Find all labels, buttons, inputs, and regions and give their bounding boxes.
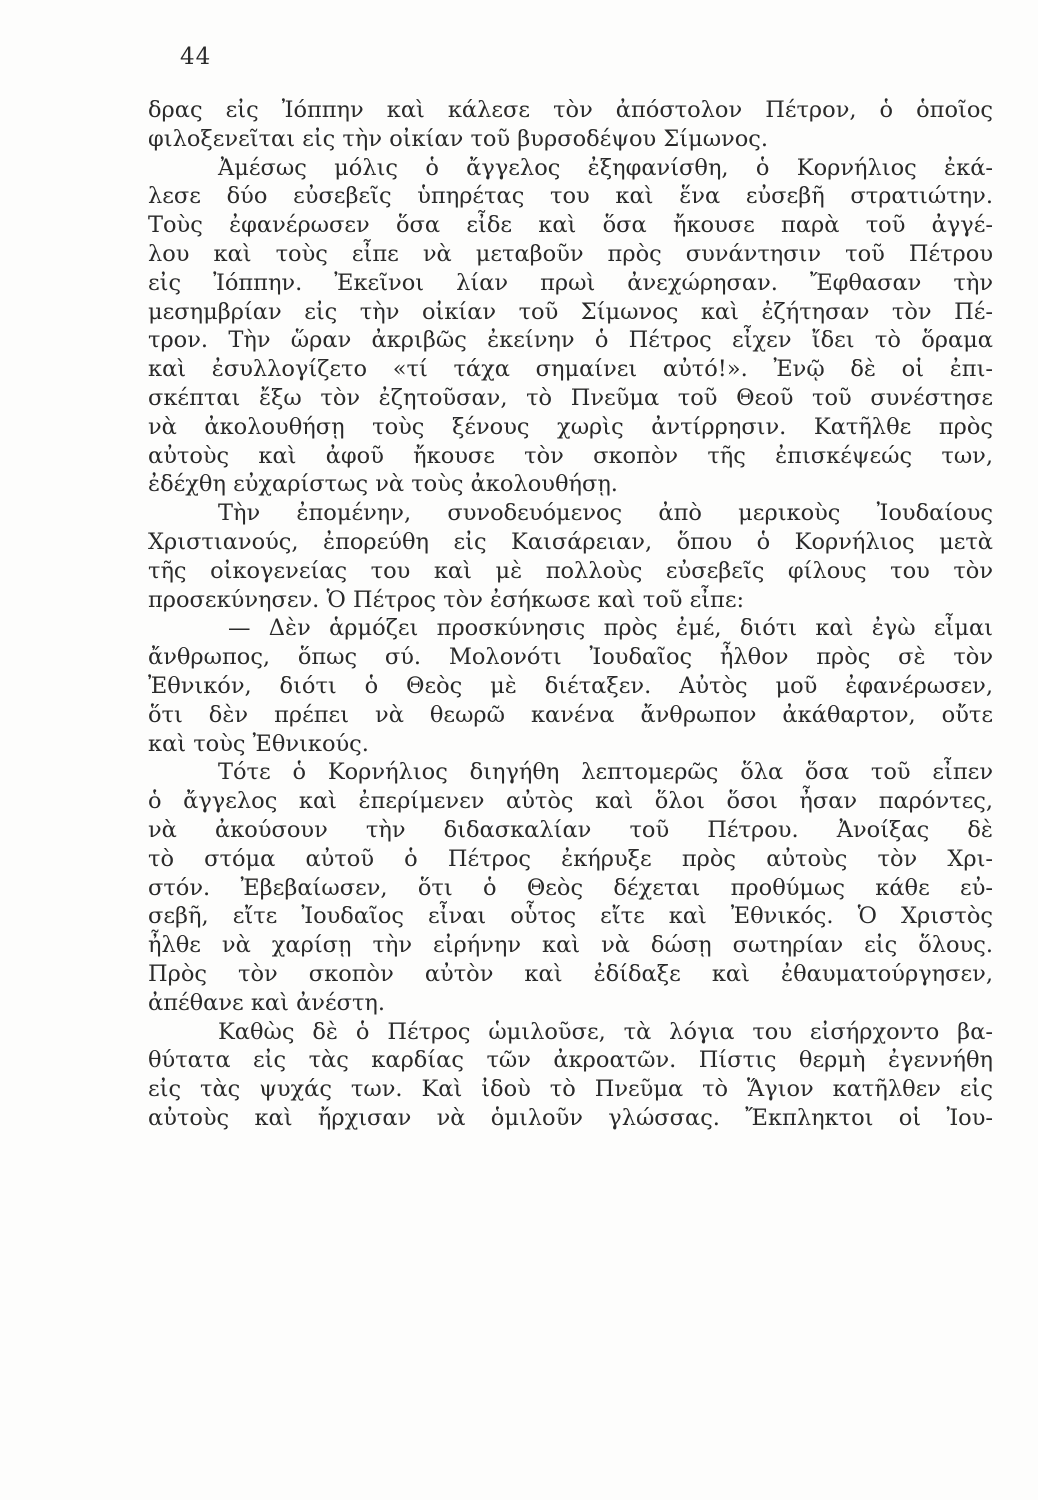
text-line: τὸ στόμα αὐτοῦ ὁ Πέτρος ἐκήρυξε πρὸς αὐτοὺς τὸν Χρι- [148,845,993,872]
text-line: δρας εἰς Ἰόππην καὶ κάλεσε τὸν ἀπόστολον Πέτρον, ὁ ὁποῖος [148,97,993,123]
text-line: λεσε δύο εὐσεβεῖς ὑπηρέτας του καὶ ἕνα εὐσεβῆ στρατιώτην. [148,183,993,210]
body-text [148,96,993,1133]
text-line: λου καὶ τοὺς εἶπε νὰ μεταβοῦν πρὸς συνάντησιν τοῦ Πέτρου [148,240,993,267]
text-line: Ἐθνικόν, διότι ὁ Θεὸς μὲ διέταξεν. Αὐτὸς μοῦ ἐφανέρωσεν, [148,672,993,699]
text-line: καὶ ἐσυλλογίζετο «τί τάχα σημαίνει αὐτό!». Ἐνῷ δὲ οἱ ἐπι- [148,356,993,383]
text-line: νὰ ἀκούσουν τὴν διδασκαλίαν τοῦ Πέτρου. Ἀνοίξας δὲ [148,816,993,843]
text-line: ὁ ἄγγελος καὶ ἐπερίμενεν αὐτὸς καὶ ὅλοι ὅσοι ἦσαν παρόντες, [148,788,993,815]
text-line: ἀπέθανε καὶ ἀνέστη. [148,989,386,1016]
text-line: Καθὼς δὲ ὁ Πέτρος ὡμιλοῦσε, τὰ λόγια του εἰσήρχοντο βα- [218,1018,993,1045]
text-line: Χριστιανούς, ἐπορεύθη εἰς Καισάρειαν, ὅπου ὁ Κορνήλιος μετὰ [148,528,993,555]
text-line: Πρὸς τὸν σκοπὸν αὐτὸν καὶ ἐδίδαξε καὶ ἐθαυματούργησεν, [148,960,993,987]
text-line: αὐτοὺς καὶ ἤρχισαν νὰ ὁμιλοῦν γλώσσας. Ἔκπληκτοι οἱ Ἰου- [148,1104,993,1131]
text-line: νὰ ἀκολουθήσῃ τοὺς ξένους χωρὶς ἀντίρρησιν. Κατῆλθε πρὸς [148,413,993,440]
text-line: ἐδέχθη εὐχαρίστως νὰ τοὺς ἀκολουθήσῃ. [148,471,618,498]
text-line: Τὴν ἐπομένην, συνοδευόμενος ἀπὸ μερικοὺς Ἰουδαίους [218,500,993,527]
text-line: ὅτι δὲν πρέπει νὰ θεωρῶ κανένα ἄνθρωπον ἀκάθαρτον, οὔτε [148,701,993,728]
text-line: μεσημβρίαν εἰς τὴν οἰκίαν τοῦ Σίμωνος καὶ ἐζήτησαν τὸν Πέ- [148,298,993,325]
dialogue-line: — Δὲν ἁρμόζει προσκύνησις πρὸς ἐμέ, διότι καὶ ἐγὼ εἶμαι [228,615,993,642]
text-line: Ἀμέσως μόλις ὁ ἄγγελος ἐξηφανίσθη, ὁ Κορνήλιος ἐκά- [218,154,993,181]
text-line: στόν. Ἐβεβαίωσεν, ὅτι ὁ Θεὸς δέχεται προθύμως κάθε εὐ- [148,874,993,901]
text-line: ἄνθρωπος, ὅπως σύ. Μολονότι Ἰουδαῖος ἦλθον πρὸς σὲ τὸν [148,644,993,671]
text-line: τρον. Τὴν ὥραν ἀκριβῶς ἐκείνην ὁ Πέτρος εἶχεν ἴδει τὸ ὅραμα [148,327,993,354]
text-line: σεβῆ, εἴτε Ἰουδαῖος εἶναι οὗτος εἴτε καὶ Ἐθνικός. Ὁ Χριστὸς [148,903,993,930]
text-line: φιλοξενεῖται εἰς τὴν οἰκίαν τοῦ βυρσοδέψου Σίμωνος. [148,125,769,152]
text-line: εἰς Ἰόππην. Ἐκεῖνοι λίαν πρωὶ ἀνεχώρησαν. Ἔφθασαν τὴν [148,269,993,296]
text-line: τῆς οἰκογενείας του καὶ μὲ πολλοὺς εὐσεβεῖς φίλους του τὸν [148,557,993,584]
text-line: προσεκύνησεν. Ὁ Πέτρος τὸν ἐσήκωσε καὶ τοῦ εἶπε: [148,586,745,613]
text-line: θύτατα εἰς τὰς καρδίας τῶν ἀκροατῶν. Πίστις θερμὴ ἐγεννήθη [148,1047,993,1074]
text-line: ἦλθε νὰ χαρίσῃ τὴν εἰρήνην καὶ νὰ δώσῃ σωτηρίαν εἰς ὅλους. [148,932,993,959]
text-line: Τότε ὁ Κορνήλιος διηγήθη λεπτομερῶς ὅλα ὅσα τοῦ εἶπεν [218,759,993,786]
text-line: Τοὺς ἐφανέρωσεν ὅσα εἶδε καὶ ὅσα ἤκουσε παρὰ τοῦ ἀγγέ- [148,212,993,239]
page-number: 44 [180,44,212,70]
text-line: καὶ τοὺς Ἐθνικούς. [148,730,369,757]
text-line: σκέπται ἔξω τὸν ἐζητοῦσαν, τὸ Πνεῦμα τοῦ Θεοῦ τοῦ συνέστησε [148,384,993,411]
text-line: αὐτοὺς καὶ ἀφοῦ ἤκουσε τὸν σκοπὸν τῆς ἐπισκέψεώς των, [148,442,993,469]
text-line: εἰς τὰς ψυχάς των. Καὶ ἰδοὺ τὸ Πνεῦμα τὸ Ἅγιον κατῆλθεν εἰς [148,1076,993,1103]
